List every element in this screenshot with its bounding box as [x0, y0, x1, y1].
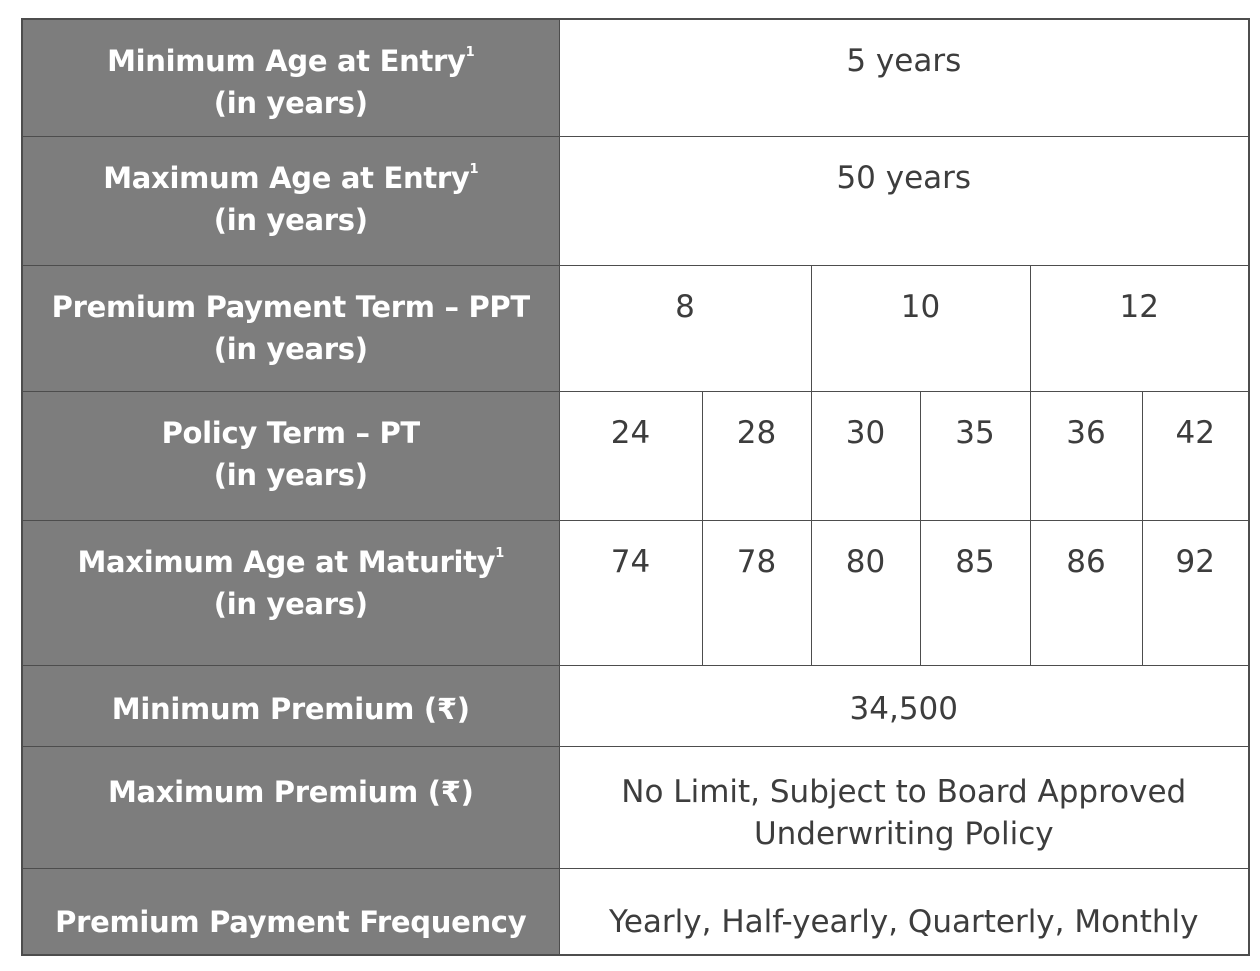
maturity-value: 85: [920, 520, 1030, 665]
ppt-value: 8: [559, 265, 811, 391]
maturity-value: 80: [811, 520, 920, 665]
value-max-age: 50 years: [559, 136, 1249, 265]
row-pt: [22, 391, 1249, 520]
label-max-maturity-text: Maximum Age at Maturity: [77, 544, 496, 579]
pt-value: 35: [920, 391, 1030, 520]
row-max-age: [22, 136, 1249, 265]
maturity-value: 74: [559, 520, 702, 665]
maturity-value: 92: [1142, 520, 1249, 665]
footnote-marker: 1: [465, 45, 475, 60]
value-max-premium-line1: No Limit, Subject to Board Approved: [621, 773, 1187, 810]
label-max-maturity-unit: (in years): [213, 586, 368, 621]
label-ppt-unit: (in years): [213, 331, 368, 366]
pt-value: 24: [559, 391, 702, 520]
footnote-marker: 1: [469, 161, 479, 177]
label-min-age-text: Minimum Age at Entry: [107, 44, 466, 78]
value-max-premium-line2: Underwriting Policy: [753, 815, 1054, 852]
eligibility-table: [21, 18, 1250, 956]
pt-value: 36: [1030, 391, 1142, 520]
ppt-value: 12: [1030, 265, 1249, 391]
label-ppt-text: Premium Payment Term – PPT: [51, 289, 530, 324]
footnote-marker: 1: [495, 545, 505, 561]
label-frequency: Premium Payment Frequency: [22, 868, 559, 955]
label-min-age-unit: (in years): [213, 86, 368, 120]
pt-value: 42: [1142, 391, 1249, 520]
label-ppt: [22, 265, 559, 391]
maturity-value: 86: [1030, 520, 1142, 665]
value-min-premium: 34,500: [559, 665, 1249, 746]
label-pt-text: Policy Term – PT: [161, 415, 420, 450]
row-min-premium: [22, 665, 1249, 746]
label-max-premium: Maximum Premium (₹): [22, 746, 559, 868]
ppt-value: 10: [811, 265, 1030, 391]
row-ppt: [22, 265, 1249, 391]
label-max-maturity: [22, 520, 559, 665]
row-frequency: [22, 868, 1249, 955]
row-max-maturity: [22, 520, 1249, 665]
label-min-age: [22, 19, 559, 136]
label-pt: [22, 391, 559, 520]
row-max-premium: [22, 746, 1249, 868]
label-max-age-unit: (in years): [213, 202, 368, 237]
label-min-premium: Minimum Premium (₹): [22, 665, 559, 746]
value-max-premium: [559, 746, 1249, 868]
label-max-age-text: Maximum Age at Entry: [103, 160, 470, 195]
value-min-age: 5 years: [559, 19, 1249, 136]
label-pt-unit: (in years): [213, 457, 368, 492]
value-frequency: Yearly, Half-yearly, Quarterly, Monthly: [559, 868, 1249, 955]
label-max-age: [22, 136, 559, 265]
pt-value: 30: [811, 391, 920, 520]
row-min-age: [22, 19, 1249, 136]
maturity-value: 78: [702, 520, 811, 665]
pt-value: 28: [702, 391, 811, 520]
